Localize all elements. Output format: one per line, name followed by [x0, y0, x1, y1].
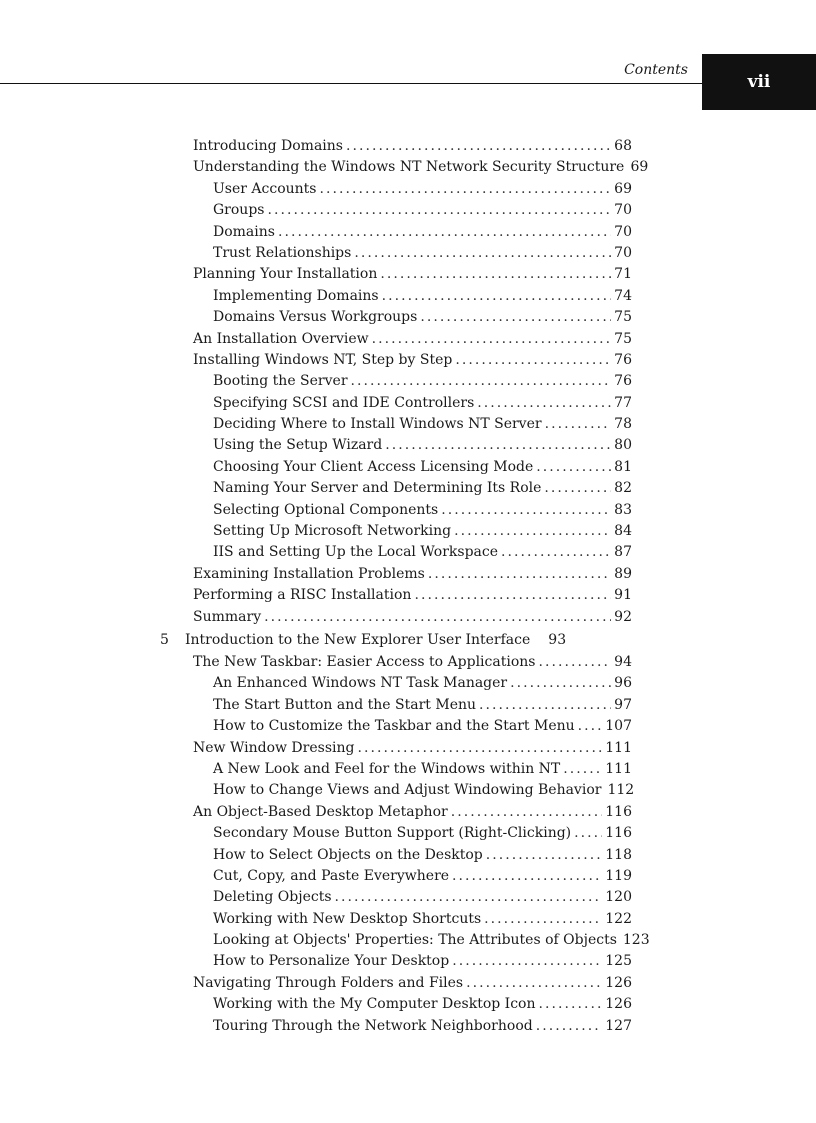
toc-entry-line	[213, 307, 632, 328]
toc-entry-page: 77	[614, 394, 632, 411]
toc-entry-line	[213, 222, 632, 243]
dot-leader	[539, 994, 603, 1015]
toc-entry-page: 81	[614, 458, 632, 475]
toc-entry	[0, 845, 816, 866]
dot-leader	[319, 179, 611, 200]
toc-entry-title: Cut, Copy, and Paste Everywhere	[213, 867, 450, 884]
toc-entry-page: 82	[614, 480, 632, 497]
chapter-title: Introduction to the New Explorer User Interface	[185, 631, 531, 648]
toc-entry-line	[193, 264, 632, 285]
toc-entry-title: How to Select Objects on the Desktop	[213, 846, 483, 863]
toc-chapter-row	[0, 628, 816, 652]
toc-entry-title: Examining Installation Problems	[193, 565, 425, 582]
toc-entry	[0, 393, 816, 414]
toc-entry-line	[213, 435, 632, 456]
toc-entry	[0, 179, 816, 200]
chapter-title-group	[185, 628, 566, 652]
toc-entry-title: Summary	[193, 608, 262, 625]
toc-entry-page: 75	[614, 309, 632, 326]
toc-entry	[0, 652, 816, 673]
toc-entry-page: 94	[614, 653, 632, 670]
dot-leader	[357, 738, 602, 759]
toc-entry-page: 68	[614, 138, 632, 154]
toc-entry	[0, 500, 816, 521]
toc-entry-title: User Accounts	[213, 180, 317, 197]
toc-entry-line	[193, 585, 632, 606]
dot-leader	[486, 845, 602, 866]
toc-entry-title: Deleting Objects	[213, 889, 332, 906]
toc-entry-title: Performing a RISC Installation	[193, 587, 412, 604]
toc-entry	[0, 307, 816, 328]
dot-leader	[477, 393, 611, 414]
dot-leader	[536, 457, 611, 478]
toc-entry-line	[213, 951, 632, 972]
toc-entry-line	[213, 478, 632, 499]
toc-entry-page: 80	[614, 437, 632, 454]
toc-entry-line	[193, 738, 632, 759]
toc-entry-page: 111	[605, 739, 632, 756]
toc-entry-page: 91	[614, 587, 632, 604]
toc-entry-title: Deciding Where to Install Windows NT Server	[213, 416, 542, 433]
toc-entry-line	[193, 157, 649, 178]
toc-entry	[0, 371, 816, 392]
toc-entry	[0, 759, 816, 780]
toc-entry-title: Working with New Desktop Shortcuts	[213, 910, 482, 927]
toc-entry-page: 126	[605, 974, 632, 991]
dot-leader	[278, 222, 611, 243]
toc-entry-title: Planning Your Installation	[193, 266, 378, 283]
toc-entry-line	[213, 866, 632, 887]
toc-entry-line	[213, 243, 632, 264]
toc-entry-title: Domains Versus Workgroups	[213, 309, 418, 326]
toc-entry-page: 70	[614, 244, 632, 261]
toc-entry-title: Working with the My Computer Desktop Icon	[213, 996, 536, 1013]
toc-entry-page: 126	[605, 996, 632, 1013]
dot-leader	[479, 695, 611, 716]
toc-entry-title: Selecting Optional Components	[213, 501, 439, 518]
toc-entry-title: New Window Dressing	[193, 739, 355, 756]
toc-entry-page: 125	[605, 953, 632, 970]
toc-entry-title: Using the Setup Wizard	[213, 437, 383, 454]
header-rule	[0, 83, 702, 84]
dot-leader	[501, 542, 611, 563]
toc-entry	[0, 350, 816, 371]
toc-entry-page: 92	[614, 608, 632, 625]
toc-entry-line	[213, 673, 632, 694]
toc-entry-title: Specifying SCSI and IDE Controllers	[213, 394, 475, 411]
toc-entry-title: IIS and Setting Up the Local Workspace	[213, 544, 499, 561]
dot-leader	[536, 1016, 603, 1037]
page-number-tab	[702, 54, 816, 110]
toc-entry-line	[213, 994, 632, 1015]
toc-entry	[0, 973, 816, 994]
toc-entry	[0, 823, 816, 844]
toc-entry	[0, 802, 816, 823]
toc-entry-title: How to Personalize Your Desktop	[213, 953, 450, 970]
toc-entry	[0, 157, 816, 178]
toc-entry-title: Navigating Through Folders and Files	[193, 974, 464, 991]
dot-leader	[510, 673, 611, 694]
toc-entry-line	[213, 393, 632, 414]
toc-entry-page: 71	[614, 266, 632, 283]
toc-entry	[0, 909, 816, 930]
toc-entry-page: 111	[605, 760, 632, 777]
toc-entry	[0, 542, 816, 563]
toc-entry-page: 70	[614, 202, 632, 219]
dot-leader	[544, 478, 611, 499]
toc-entry-title: A New Look and Feel for the Windows within NT	[213, 760, 561, 777]
toc-entry-title: Introducing Domains	[193, 138, 343, 154]
toc-entry	[0, 136, 816, 157]
toc-entry-page: 78	[614, 416, 632, 433]
toc-entry-page: 69	[630, 159, 649, 176]
toc-entry	[0, 994, 816, 1015]
toc-entry-page: 116	[605, 803, 632, 820]
toc-entry-line	[193, 564, 632, 585]
toc-entry-line	[213, 823, 632, 844]
toc-entry-title: The Start Button and the Start Menu	[213, 696, 477, 713]
toc-entry-page: 70	[614, 223, 632, 240]
toc-entry	[0, 414, 816, 435]
toc-entry-line	[213, 200, 632, 221]
dot-leader	[335, 887, 603, 908]
toc-entry-line	[193, 607, 632, 628]
toc-entry-page: 69	[614, 180, 632, 197]
toc-entry-title: Installing Windows NT, Step by Step	[193, 351, 453, 368]
dot-leader	[578, 716, 603, 737]
toc-entry-line	[213, 542, 632, 563]
toc-entry-title: How to Customize the Taskbar and the Start Menu	[213, 718, 575, 735]
toc-entry-line	[213, 759, 632, 780]
toc-entry	[0, 738, 816, 759]
dot-leader	[428, 564, 611, 585]
dot-leader	[452, 866, 602, 887]
dot-leader	[380, 264, 611, 285]
toc-entry-page: 119	[605, 867, 632, 884]
toc-entry-title: Understanding the Windows NT Network Security Structure	[193, 159, 625, 176]
toc-entry	[0, 930, 816, 951]
toc-entry-title: Secondary Mouse Button Support (Right-Clicking)	[213, 825, 572, 842]
toc-entry-title: An Enhanced Windows NT Task Manager	[213, 675, 508, 692]
toc-entry	[0, 585, 816, 606]
toc-entry	[0, 780, 816, 801]
toc-entry-page: 76	[614, 351, 632, 368]
chapter-number: 5	[160, 631, 169, 648]
toc-entry	[0, 607, 816, 628]
toc-entry-line	[213, 521, 632, 542]
toc-entry-title: Looking at Objects' Properties: The Attributes of Objects	[213, 932, 617, 949]
toc-entry-line	[213, 500, 632, 521]
toc-entry-title: Domains	[213, 223, 275, 240]
dot-leader	[466, 973, 602, 994]
toc-entry	[0, 286, 816, 307]
toc-entry-line	[213, 371, 632, 392]
toc-entry-line	[213, 414, 632, 435]
toc-entry-title: The New Taskbar: Easier Access to Applications	[193, 653, 536, 670]
toc-entry-page: 76	[614, 373, 632, 390]
dot-leader	[545, 414, 611, 435]
toc-entry-line	[213, 845, 632, 866]
toc-entry-line	[213, 930, 650, 951]
toc-entry-page: 75	[614, 330, 632, 347]
dot-leader	[563, 759, 602, 780]
toc-entry-title: Touring Through the Network Neighborhood	[213, 1017, 533, 1034]
toc-entry	[0, 887, 816, 908]
toc-entry-line	[213, 716, 632, 737]
toc-entry	[0, 200, 816, 221]
toc-entry-page: 123	[622, 932, 650, 949]
toc-entry-page: 84	[614, 523, 632, 540]
toc-entry-title: Naming Your Server and Determining Its Role	[213, 480, 542, 497]
toc-entry-page: 112	[607, 782, 635, 799]
toc-entry-line	[213, 1016, 632, 1037]
toc-entry-line	[193, 973, 632, 994]
toc-entry-page: 118	[605, 846, 632, 863]
toc-entry-line	[193, 652, 632, 673]
toc-entry	[0, 951, 816, 972]
toc-entry-page: 87	[614, 544, 632, 561]
dot-leader	[420, 307, 611, 328]
toc-entry-line	[213, 457, 632, 478]
toc-entry-title: Groups	[213, 202, 265, 219]
dot-leader	[484, 909, 602, 930]
toc-entry-title: Booting the Server	[213, 373, 348, 390]
toc-entry-page: 74	[614, 287, 632, 304]
toc-entry-line	[213, 179, 632, 200]
toc-entry-line	[213, 695, 632, 716]
toc-entry-page: 107	[605, 718, 632, 735]
toc-entry	[0, 435, 816, 456]
dot-leader	[414, 585, 611, 606]
toc-entry-line	[213, 909, 632, 930]
dot-leader	[451, 802, 603, 823]
toc-entry-page: 120	[605, 889, 632, 906]
dot-leader	[385, 435, 611, 456]
toc-entry	[0, 673, 816, 694]
dot-leader	[441, 500, 611, 521]
dot-leader	[264, 607, 611, 628]
toc-entry-title: Choosing Your Client Access Licensing Mode	[213, 458, 534, 475]
toc-entry-page: 127	[605, 1017, 632, 1034]
toc-entry-title: An Object-Based Desktop Metaphor	[193, 803, 448, 820]
toc-entry-line	[213, 286, 632, 307]
page-number: vii	[747, 72, 771, 92]
toc-entry	[0, 243, 816, 264]
toc-entry-page: 96	[614, 675, 632, 692]
toc-entry-line	[213, 887, 632, 908]
dot-leader	[346, 136, 611, 157]
dot-leader	[454, 521, 611, 542]
toc-entry-page: 97	[614, 696, 632, 713]
toc-entry-title: An Installation Overview	[193, 330, 369, 347]
dot-leader	[267, 200, 611, 221]
toc-entry-line	[193, 136, 632, 157]
table-of-contents	[0, 136, 816, 1037]
dot-leader	[452, 951, 602, 972]
toc-entry-line	[213, 780, 635, 801]
toc-entry-title: Implementing Domains	[213, 287, 379, 304]
toc-entry	[0, 521, 816, 542]
toc-entry	[0, 564, 816, 585]
chapter-page: 93	[548, 631, 567, 648]
toc-entry	[0, 716, 816, 737]
toc-entry-title: How to Change Views and Adjust Windowing Behavior	[213, 782, 602, 799]
dot-leader	[382, 286, 611, 307]
toc-entry	[0, 1016, 816, 1037]
toc-entry-title: Trust Relationships	[213, 244, 352, 261]
toc-entry-line	[193, 350, 632, 371]
toc-entry	[0, 478, 816, 499]
dot-leader	[351, 371, 611, 392]
toc-entry-page: 122	[605, 910, 632, 927]
toc-entry	[0, 457, 816, 478]
toc-entry	[0, 222, 816, 243]
toc-entry-title: Setting Up Microsoft Networking	[213, 523, 452, 540]
toc-entry-line	[193, 802, 632, 823]
dot-leader	[372, 329, 611, 350]
toc-entry	[0, 264, 816, 285]
dot-leader	[354, 243, 611, 264]
toc-entry-page: 116	[605, 825, 632, 842]
toc-entry-page: 89	[614, 565, 632, 582]
dot-leader	[455, 350, 611, 371]
dot-leader	[538, 652, 611, 673]
toc-entry	[0, 866, 816, 887]
toc-entry	[0, 695, 816, 716]
dot-leader	[574, 823, 602, 844]
toc-entry-page: 83	[614, 501, 632, 518]
running-header-title: Contents	[624, 62, 688, 78]
toc-entry	[0, 329, 816, 350]
toc-entry-line	[193, 329, 632, 350]
